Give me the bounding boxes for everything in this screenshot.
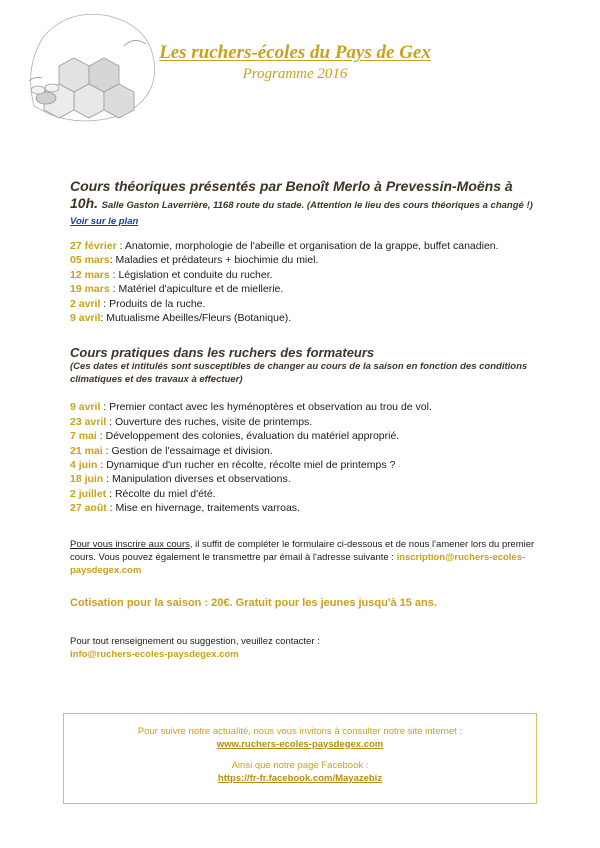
list-item-text: Dynamique d'un rucher en récolte, récolte miel de printemps ? bbox=[106, 459, 396, 472]
list-item-date: 9 avril bbox=[70, 312, 101, 325]
list-item-date: 7 mai bbox=[70, 430, 97, 443]
list-item bbox=[70, 501, 540, 515]
list-item-date: 05 mars bbox=[70, 254, 110, 267]
list-item-date: 27 février bbox=[70, 240, 117, 252]
list-item-separator: : bbox=[109, 254, 116, 267]
list-item-text: Mise en hivernage, traitements varroas. bbox=[115, 502, 300, 515]
logo-drawing bbox=[14, 6, 164, 124]
list-item bbox=[70, 239, 540, 253]
main-content bbox=[70, 178, 540, 661]
footer-line2: Ainsi que notre page Facebook : bbox=[231, 760, 369, 771]
list-item-text: Produits de la ruche. bbox=[109, 297, 206, 310]
list-item-date: 18 juin bbox=[70, 473, 104, 486]
list-item-separator: : bbox=[97, 459, 107, 472]
list-item bbox=[70, 458, 540, 472]
contact-text: Pour tout renseignement ou suggestion, veuillez contacter : bbox=[70, 636, 320, 648]
list-item-separator: : bbox=[106, 502, 116, 515]
list-item-date: 9 avril bbox=[70, 401, 101, 414]
list-item-separator: : bbox=[109, 268, 119, 281]
list-item-date: 2 juillet bbox=[70, 487, 107, 500]
website-link[interactable]: www.ruchers-ecoles-paysdegex.com bbox=[216, 738, 384, 750]
registration-underlined: Pour vous inscrire aux cours bbox=[70, 538, 190, 550]
list-item-separator: : bbox=[103, 473, 113, 486]
practice-section bbox=[70, 345, 540, 515]
registration-section bbox=[70, 538, 540, 578]
list-item-separator: : bbox=[100, 297, 110, 310]
list-item-date: 19 mars bbox=[70, 283, 110, 296]
page-subtitle: Programme 2016 bbox=[242, 66, 348, 82]
list-item-separator: : bbox=[106, 415, 115, 428]
list-item-text: Ouverture des ruches, visite de printemps. bbox=[114, 415, 313, 428]
list-item bbox=[70, 415, 540, 429]
logo bbox=[14, 6, 164, 124]
page-title: Les ruchers-écoles du Pays de Gex bbox=[159, 42, 431, 63]
footer-box bbox=[63, 713, 537, 804]
list-item-date: 2 avril bbox=[70, 297, 101, 310]
registration-email[interactable]: inscription@ruchers-ecoles-paysdegex.com bbox=[70, 551, 526, 577]
list-item bbox=[70, 268, 540, 282]
facebook-link[interactable]: https://fr-fr.facebook.com/Mayazebiz bbox=[217, 772, 383, 784]
list-item-date: 27 août bbox=[70, 502, 107, 515]
list-item-separator: : bbox=[102, 444, 112, 457]
list-item-separator: : bbox=[109, 283, 119, 296]
practice-note: (Ces dates et intitulés sont susceptibles de changer au cours de la saison en fonction des conditions climatiques et des travaux à effectuer) bbox=[70, 361, 528, 385]
list-item bbox=[70, 429, 540, 443]
list-item-date: 12 mars bbox=[70, 268, 110, 281]
list-item bbox=[70, 487, 540, 501]
footer-line1: Pour suivre notre actualité, nous vous invitons à consulter notre site internet : bbox=[137, 726, 463, 737]
list-item bbox=[70, 472, 540, 486]
theory-location: Salle Gaston Laverrière, 1168 route du stade. (Attention le lieu des cours théoriques a changé !) bbox=[101, 200, 533, 211]
list-item-date: 4 juin bbox=[70, 459, 98, 472]
theory-heading bbox=[70, 178, 540, 228]
list-item-text: Matériel d'apiculture et de miellerie. bbox=[118, 283, 284, 296]
list-item bbox=[70, 282, 540, 296]
theory-list bbox=[70, 239, 540, 325]
contact-section bbox=[70, 635, 540, 661]
header bbox=[150, 42, 440, 84]
practice-list bbox=[70, 400, 540, 515]
list-item-text: Anatomie, morphologie de l'abeille et organisation de la grappe, buffet canadien. bbox=[124, 240, 499, 252]
list-item-date: 21 mai bbox=[70, 444, 103, 457]
list-item-text: Récolte du miel d'été. bbox=[114, 487, 216, 500]
list-item-text: Gestion de l'essaimage et division. bbox=[111, 444, 273, 457]
list-item-separator: : bbox=[100, 401, 110, 414]
theory-heading-text: Cours théoriques présentés par Benoît Merlo à Prevessin-Moëns à bbox=[70, 178, 513, 194]
practice-heading: Cours pratiques dans les ruchers des formateurs bbox=[70, 345, 375, 361]
list-item-separator: : bbox=[100, 312, 107, 325]
list-item-text: Manipulation diverses et observations. bbox=[112, 473, 291, 486]
list-item bbox=[70, 311, 540, 325]
contact-email[interactable]: info@ruchers-ecoles-paysdegex.com bbox=[70, 649, 239, 661]
list-item bbox=[70, 297, 540, 311]
list-item bbox=[70, 253, 540, 267]
list-item-text: Développement des colonies, évaluation du matériel approprié. bbox=[105, 430, 400, 443]
map-link[interactable]: Voir sur le plan bbox=[70, 216, 139, 227]
list-item-separator: : bbox=[116, 240, 125, 252]
list-item-text: Mutualisme Abeilles/Fleurs (Botanique). bbox=[106, 312, 292, 325]
list-item bbox=[70, 444, 540, 458]
theory-section bbox=[70, 178, 540, 325]
theory-heading-time: 10h. bbox=[70, 195, 99, 211]
list-item-separator: : bbox=[106, 487, 115, 500]
list-item bbox=[70, 400, 540, 414]
list-item-separator: : bbox=[96, 430, 106, 443]
list-item-text: Maladies et prédateurs + biochimie du miel. bbox=[115, 254, 319, 267]
list-item-text: Premier contact avec les hyménoptères et observation au trou de vol. bbox=[109, 401, 432, 414]
list-item-text: Législation et conduite du rucher. bbox=[118, 268, 273, 281]
cotisation-text: Cotisation pour la saison : 20€. Gratuit pour les jeunes jusqu'à 15 ans. bbox=[70, 597, 437, 610]
registration-text: , il suffit de compléter le formulaire ci-dessous et de nous l'amener lors du premier cours. Vous pouvez également le transmettre par émail à l'adresse suivante : bbox=[70, 538, 535, 563]
list-item-date: 23 avril bbox=[70, 415, 107, 428]
